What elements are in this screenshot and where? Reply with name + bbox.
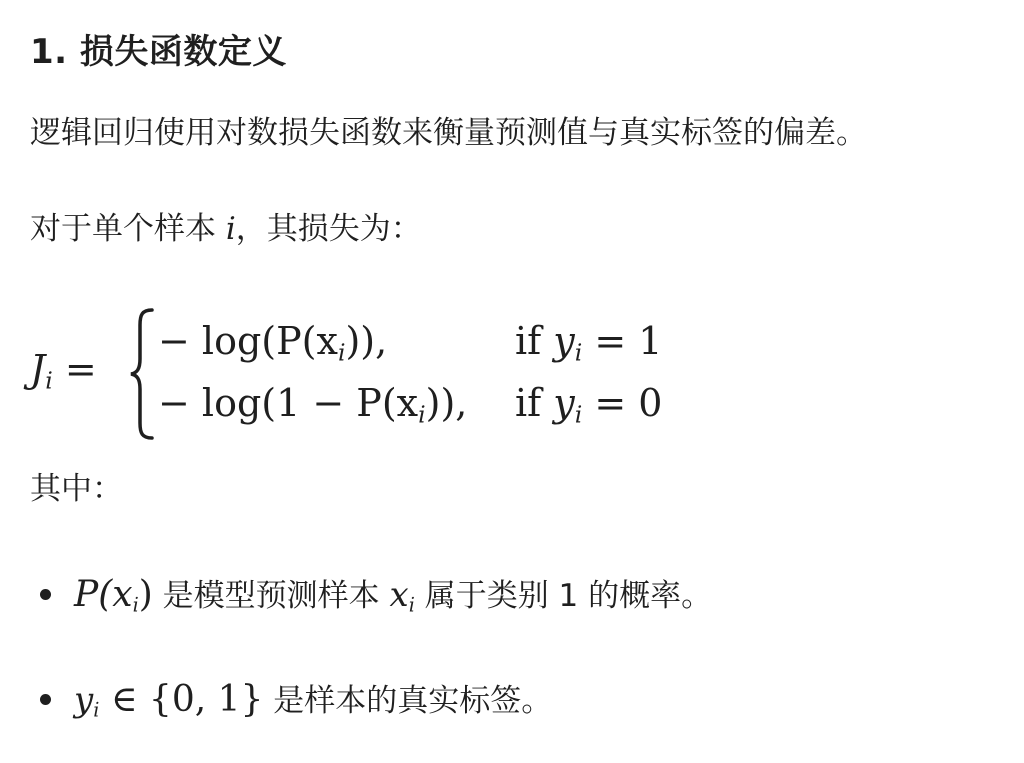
bullet-dot-icon <box>40 589 51 600</box>
prob-subscript: i <box>132 593 139 617</box>
bullet2-var-subscript: i <box>93 698 100 722</box>
formula-lhs <box>30 347 97 395</box>
label-set: ∈ {0, 1} <box>99 679 264 720</box>
case1-condition <box>515 319 662 367</box>
case2-if: if <box>515 381 554 425</box>
bullet1-text-b: 属于类别 1 的概率。 <box>414 578 713 614</box>
intro-paragraph: 逻辑回归使用对数损失函数来衡量预测值与真实标签的偏差。 <box>30 115 867 151</box>
per-sample-prefix: 对于单个样本 <box>30 211 226 247</box>
case2-cond-value: = 0 <box>582 381 663 425</box>
case1-cond-var: y <box>553 319 575 363</box>
bullet2-var: y <box>74 680 94 720</box>
per-sample-suffix: ，其损失为： <box>235 211 422 247</box>
case1-expression <box>158 319 387 367</box>
cases-brace-icon <box>128 307 156 441</box>
bullet2-text: 是样本的真实标签。 <box>263 683 553 719</box>
prob-close: ) <box>138 574 153 615</box>
bullet1-var-subscript: i <box>408 593 415 617</box>
case2-expression <box>158 381 467 429</box>
loss-formula <box>30 305 750 445</box>
case1-if: if <box>515 319 554 363</box>
bullet1-var: x <box>389 575 409 615</box>
bullet-content <box>74 675 552 721</box>
case1-cond-value: = 1 <box>582 319 663 363</box>
case2-cond-var: y <box>553 381 575 425</box>
case2-end: )), <box>425 381 468 425</box>
bullet1-text-a: 是模型预测样本 <box>152 578 390 614</box>
lhs-subscript: i <box>45 366 53 395</box>
bullet-dot-icon <box>40 694 51 705</box>
section-heading: 1. 损失函数定义 <box>30 32 287 72</box>
case1-subscript: i <box>337 338 346 367</box>
case1-cond-subscript: i <box>574 338 583 367</box>
bullet-content <box>74 570 712 616</box>
case2-condition <box>515 381 662 429</box>
lhs-symbol: J <box>30 347 46 391</box>
lhs-equals: = <box>52 347 97 391</box>
per-sample-paragraph <box>30 203 422 248</box>
sample-index-var: i <box>225 211 236 247</box>
case1-end: )), <box>345 319 388 363</box>
where-label: 其中： <box>30 471 123 507</box>
case2-expr: − log(1 − P(x <box>158 381 419 425</box>
case1-expr: − log(P(x <box>158 319 338 363</box>
case2-subscript: i <box>418 400 426 429</box>
case2-cond-subscript: i <box>574 400 583 429</box>
prob-func: P(x <box>74 574 133 615</box>
